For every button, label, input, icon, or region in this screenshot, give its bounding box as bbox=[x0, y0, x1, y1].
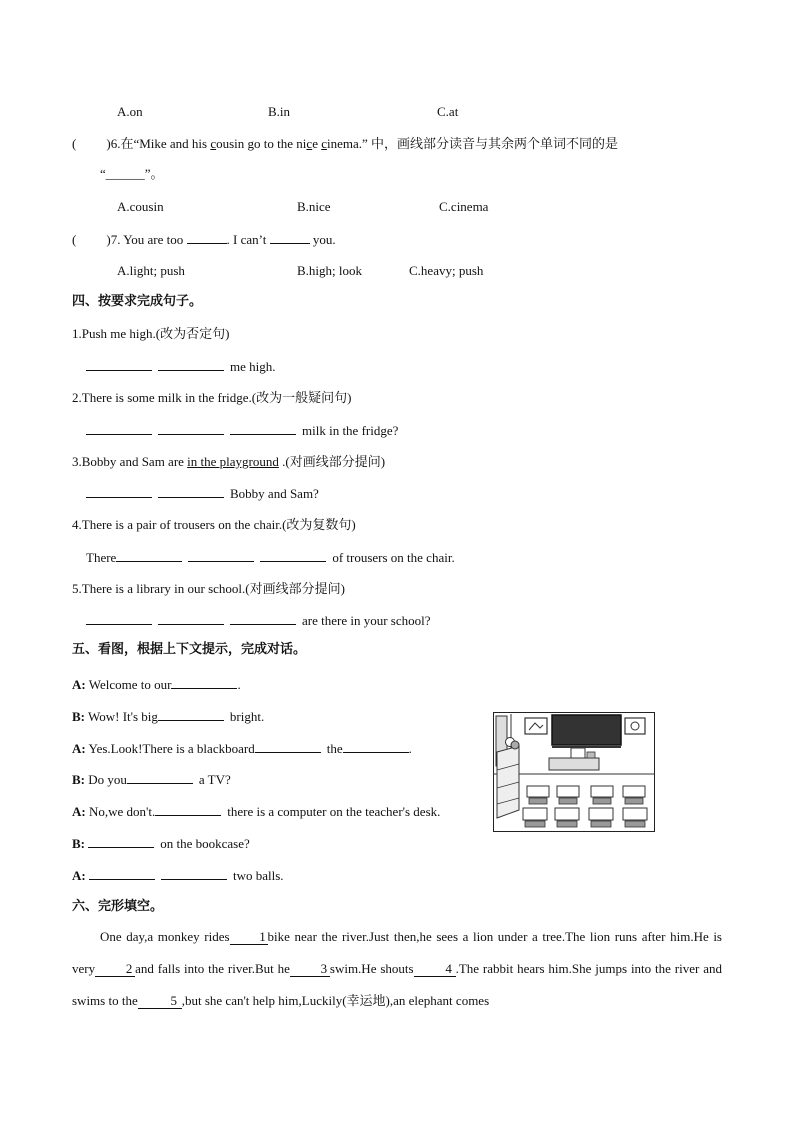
q6-close-paren: ) bbox=[106, 136, 111, 151]
cloze-text-4: swim.He shouts bbox=[329, 961, 414, 976]
s4-item5-blank-1[interactable] bbox=[86, 612, 152, 625]
s4-item5-blank-3[interactable] bbox=[230, 612, 296, 625]
dialogue-line-7 bbox=[72, 867, 284, 884]
cloze-blank-5[interactable]: 5 bbox=[138, 994, 182, 1009]
dialogue-5-text: No,we don't. bbox=[88, 804, 156, 819]
q7-close-paren: ) bbox=[106, 232, 111, 247]
question-7 bbox=[72, 231, 336, 248]
s4-item1-prompt: 1.Push me high.(改为否定句) bbox=[72, 326, 230, 341]
cloze-text-5: .The rabbit hears him.She jumps into the river and swims to the bbox=[72, 961, 722, 1008]
q7-option-c: C.heavy; push bbox=[409, 263, 484, 278]
q6-option-a: A.cousin bbox=[117, 199, 164, 214]
q6-line2: “______”。 bbox=[100, 166, 164, 181]
cloze-blank-1[interactable]: 1 bbox=[230, 930, 268, 945]
dialogue-4-end: a TV? bbox=[198, 772, 231, 787]
dialogue-line-4 bbox=[72, 771, 231, 788]
cloze-text-3: and falls into the river.But he bbox=[135, 961, 290, 976]
s4-item3-post: .(对画线部分提问) bbox=[278, 454, 386, 469]
s4-item5-blank-2[interactable] bbox=[158, 612, 224, 625]
dialogue-6-blank[interactable] bbox=[88, 835, 154, 848]
dialogue-3-end: . bbox=[408, 741, 412, 756]
wall-picture-right bbox=[625, 718, 645, 734]
s4-item2-blank-2[interactable] bbox=[158, 422, 224, 435]
dialogue-5-end: there is a computer on the teacher's desk. bbox=[227, 804, 441, 819]
bookcase-drawing bbox=[497, 746, 519, 818]
cloze-text-6: ,but she can't help him,Luckily(幸运地),an elephant comes bbox=[181, 993, 490, 1008]
q6-word1-rest: ousin bbox=[216, 136, 245, 151]
s4-item3-pre: 3.Bobby and Sam are bbox=[72, 454, 188, 469]
s4-item1-answer bbox=[86, 358, 276, 375]
q7-blank-1[interactable] bbox=[187, 231, 227, 244]
s4-item1-blank-1[interactable] bbox=[86, 358, 152, 371]
dialogue-4-blank[interactable] bbox=[127, 771, 193, 784]
cloze-blank-2[interactable]: 2 bbox=[95, 962, 135, 977]
s4-item3-tail: Bobby and Sam? bbox=[230, 486, 319, 501]
blackboard-drawing bbox=[552, 715, 621, 745]
q6-post: .” 中，画线部分读音与其余两个单词不同的是 bbox=[358, 136, 619, 151]
q7-text-b: . I can’t bbox=[226, 232, 270, 247]
q6-mid: go to the ni bbox=[244, 136, 307, 151]
q7-open-paren: ( bbox=[72, 232, 77, 247]
q6-underlined-c3: c bbox=[321, 136, 327, 151]
dialogue-1-blank[interactable] bbox=[171, 676, 237, 689]
s4-item1-blank-2[interactable] bbox=[158, 358, 224, 371]
q5-option-b: B.in bbox=[268, 104, 291, 119]
q7-option-b: B.high; look bbox=[297, 263, 363, 278]
dialogue-3-blank-2[interactable] bbox=[343, 740, 409, 753]
s4-item4-tail: of trousers on the chair. bbox=[332, 550, 455, 565]
dialogue-7-end: two balls. bbox=[232, 868, 284, 883]
s4-item2-prompt: 2.There is some milk in the fridge.(改为一般疑问句) bbox=[72, 390, 352, 405]
classroom-picture bbox=[493, 712, 655, 832]
s4-item5-prompt: 5.There is a library in our school.(对画线部分提问) bbox=[72, 581, 345, 596]
s4-item3-blank-1[interactable] bbox=[86, 485, 152, 498]
cloze-text-2: bike near the river.Just then,he sees a lion under a tree.The lion runs after him.He is very bbox=[72, 929, 722, 976]
dialogue-4-text: Do you bbox=[88, 772, 127, 787]
q6-word2-rest: e bbox=[312, 136, 322, 151]
s4-item2-tail: milk in the fridge? bbox=[302, 423, 399, 438]
cloze-blank-4[interactable]: 4 bbox=[414, 962, 456, 977]
q7-text-c: you. bbox=[309, 232, 336, 247]
s4-item2-answer bbox=[86, 422, 398, 439]
q6-open-paren: ( bbox=[72, 136, 77, 151]
q6-pre: 6.在“Mike and his bbox=[110, 136, 211, 151]
cloze-blank-3[interactable]: 3 bbox=[290, 962, 330, 977]
dialogue-3-mid: the bbox=[326, 741, 343, 756]
s4-item1-tail: me high. bbox=[230, 359, 276, 374]
q7-text-a: 7. You are too bbox=[110, 232, 187, 247]
dialogue-line-2 bbox=[72, 708, 264, 725]
dialogue-2-text: Wow! It's big bbox=[88, 709, 158, 724]
q5-option-c: C.at bbox=[437, 104, 459, 119]
s4-item4-prompt: 4.There is a pair of trousers on the chair.(改为复数句) bbox=[72, 517, 356, 532]
q7-option-a: A.light; push bbox=[117, 263, 185, 278]
s4-item4-pre: There bbox=[86, 550, 117, 565]
s4-item4-answer bbox=[86, 549, 455, 566]
teacher-desk-drawing bbox=[549, 758, 599, 770]
q6-underlined-c1: c bbox=[210, 136, 217, 151]
dialogue-2-blank[interactable] bbox=[158, 708, 224, 721]
speaker-a: A: bbox=[72, 677, 86, 692]
q7-blank-2[interactable] bbox=[270, 231, 310, 244]
dialogue-3-blank-1[interactable] bbox=[255, 740, 321, 753]
dialogue-3-text: Yes.Look!There is a blackboard bbox=[88, 741, 255, 756]
question-6 bbox=[72, 136, 618, 152]
speaker-b: B: bbox=[72, 836, 85, 851]
dialogue-line-1 bbox=[72, 676, 241, 693]
speaker-a: A: bbox=[72, 804, 86, 819]
dialogue-6-end: on the bookcase? bbox=[160, 836, 250, 851]
dialogue-1-text: Welcome to our bbox=[88, 677, 172, 692]
section-4-title: 四、按要求完成句子。 bbox=[72, 294, 203, 309]
speaker-b: B: bbox=[72, 772, 85, 787]
q5-option-a: A.on bbox=[117, 104, 143, 119]
s4-item3-answer bbox=[86, 485, 319, 502]
s4-item4-blank-1[interactable] bbox=[116, 549, 182, 562]
computer-drawing bbox=[571, 748, 585, 758]
section-6-title: 六、完形填空。 bbox=[72, 899, 164, 914]
q6-underlined-c2: c bbox=[306, 136, 313, 151]
s4-item4-blank-2[interactable] bbox=[188, 549, 254, 562]
q6-word3-rest: inema bbox=[327, 136, 359, 151]
s4-item3-underlined: in the playground bbox=[187, 454, 279, 469]
q6-option-b: B.nice bbox=[297, 199, 331, 214]
s4-item5-tail: are there in your school? bbox=[302, 613, 431, 628]
s4-item2-blank-1[interactable] bbox=[86, 422, 152, 435]
wall-picture-left bbox=[525, 718, 547, 734]
s4-item4-blank-3[interactable] bbox=[260, 549, 326, 562]
dialogue-7-blank-1[interactable] bbox=[89, 867, 155, 880]
cloze-passage bbox=[72, 921, 722, 1017]
section-5-title: 五、看图，根据上下文提示，完成对话。 bbox=[72, 642, 307, 657]
q6-option-c: C.cinema bbox=[439, 199, 489, 214]
s4-item3-prompt bbox=[72, 454, 385, 470]
dialogue-7-blank-2[interactable] bbox=[161, 867, 227, 880]
s4-item2-blank-3[interactable] bbox=[230, 422, 296, 435]
dialogue-5-blank[interactable] bbox=[155, 803, 221, 816]
ball-drawing-2 bbox=[511, 741, 519, 749]
dialogue-line-6 bbox=[72, 835, 250, 852]
speaker-a: A: bbox=[72, 741, 86, 756]
s4-item3-blank-2[interactable] bbox=[158, 485, 224, 498]
dialogue-line-3 bbox=[72, 740, 412, 757]
dialogue-1-end: . bbox=[237, 677, 241, 692]
s4-item5-answer bbox=[86, 612, 431, 629]
dialogue-line-5 bbox=[72, 803, 440, 820]
speaker-b: B: bbox=[72, 709, 85, 724]
cloze-text-1: One day,a monkey rides bbox=[100, 929, 230, 944]
dialogue-2-end: bright. bbox=[229, 709, 265, 724]
speaker-a: A: bbox=[72, 868, 86, 883]
